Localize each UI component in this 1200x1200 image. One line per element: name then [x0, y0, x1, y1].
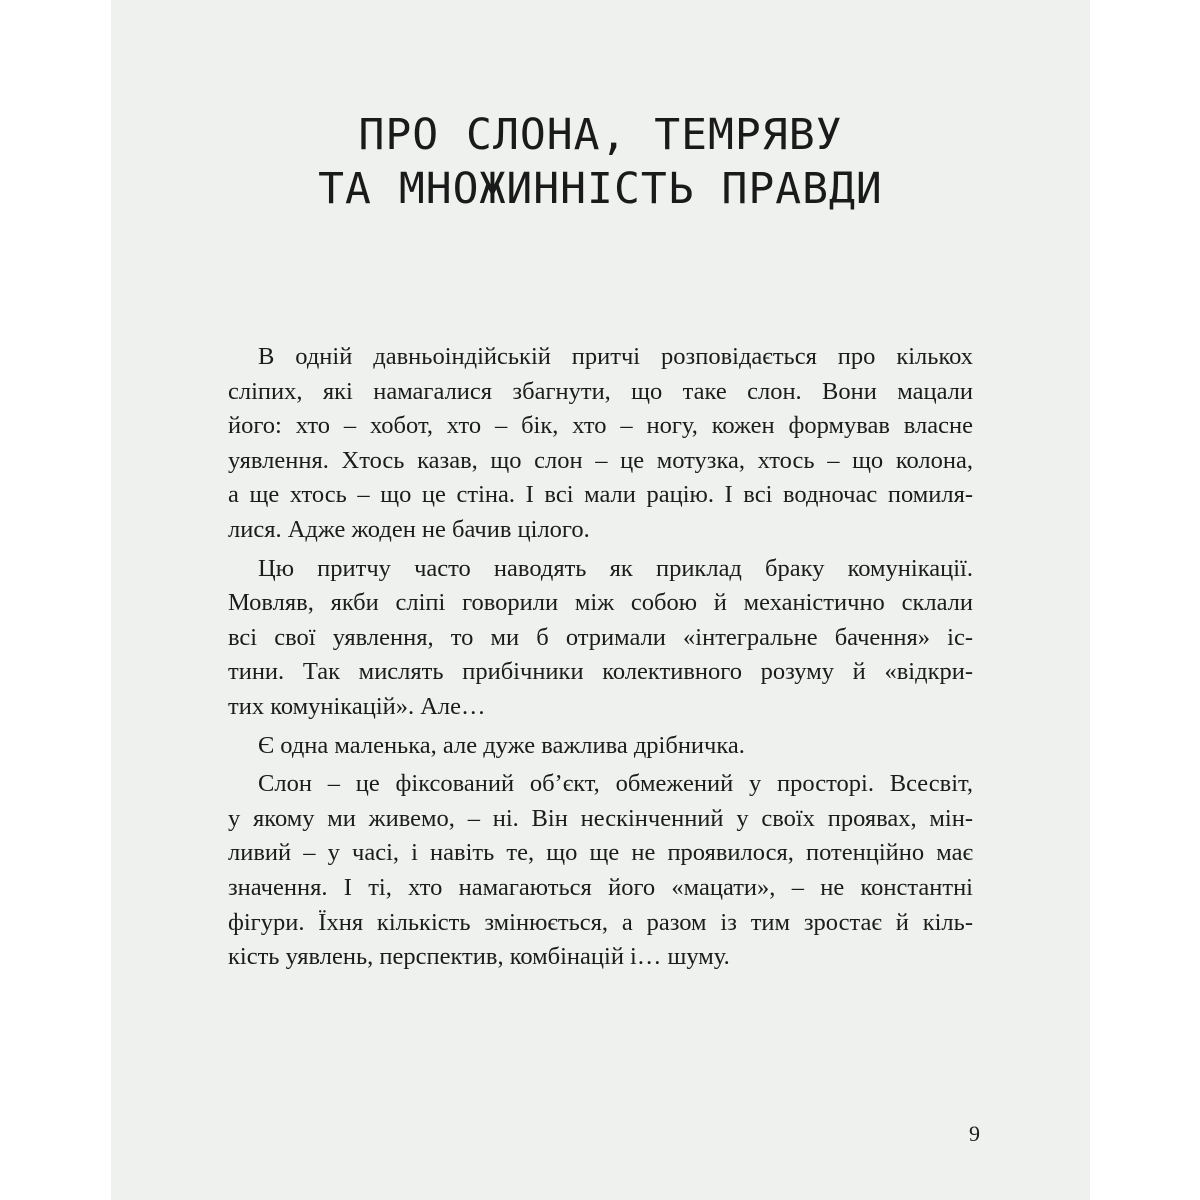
text-line: а ще хтось – що це стіна. І всі мали рацію. І всі водночас помиля-	[228, 481, 973, 509]
text-line: уявлення. Хтось казав, що слон – це мотузка, хтось – що колона,	[228, 446, 973, 474]
paragraph-1	[228, 340, 973, 548]
text-line: сліпих, які намагалися збагнути, що таке слон. Вони мацали	[228, 377, 973, 405]
chapter-title-line-1: ПРО СЛОНА, ТЕМРЯВУ	[358, 110, 843, 160]
text-line: фігури. Їхня кількість змінюється, а разом із тим зростає й кіль-	[228, 908, 973, 936]
text-line: у якому ми живемо, – ні. Він нескінченний у своїх проявах, мін-	[228, 804, 973, 832]
body-text	[228, 340, 973, 979]
text-line: його: хто – хобот, хто – бік, хто – ногу, кожен формував власне	[228, 412, 973, 440]
text-line: Слон – це фіксований об’єкт, обмежений у просторі. Всесвіт,	[258, 770, 973, 798]
text-line: всі свої уявлення, то ми б отримали «інтегральне бачення» іс-	[228, 623, 973, 651]
text-line: лися. Адже жоден не бачив цілого.	[228, 515, 590, 543]
text-line: В одній давньоіндійській притчі розповідається про кількох	[258, 343, 973, 370]
text-line: Є одна маленька, але дуже важлива дрібничка.	[258, 731, 745, 759]
text-line: тих комунікацій». Але…	[228, 692, 486, 720]
paragraph-4	[228, 767, 973, 975]
paragraph-3	[228, 729, 973, 764]
chapter-title	[111, 108, 1090, 216]
text-line: Мовляв, якби сліпі говорили між собою й механістично склали	[228, 589, 973, 617]
text-line: кість уявлень, перспектив, комбінацій і… шуму.	[228, 943, 730, 971]
text-line: ливий – у часі, і навіть те, що ще не проявилося, потенційно має	[228, 839, 973, 867]
text-line: Цю притчу часто наводять як приклад браку комунікації.	[258, 554, 973, 582]
text-line: значення. І ті, хто намагаються його «мацати», – не константні	[228, 873, 973, 901]
paragraph-2	[228, 552, 973, 725]
chapter-title-line-2: ТА МНОЖИННІСТЬ ПРАВДИ	[318, 164, 883, 214]
book-page	[111, 0, 1090, 1200]
text-line: тини. Так мислять прибічники колективного розуму й «відкри-	[228, 658, 973, 686]
page-number: 9	[969, 1121, 980, 1146]
